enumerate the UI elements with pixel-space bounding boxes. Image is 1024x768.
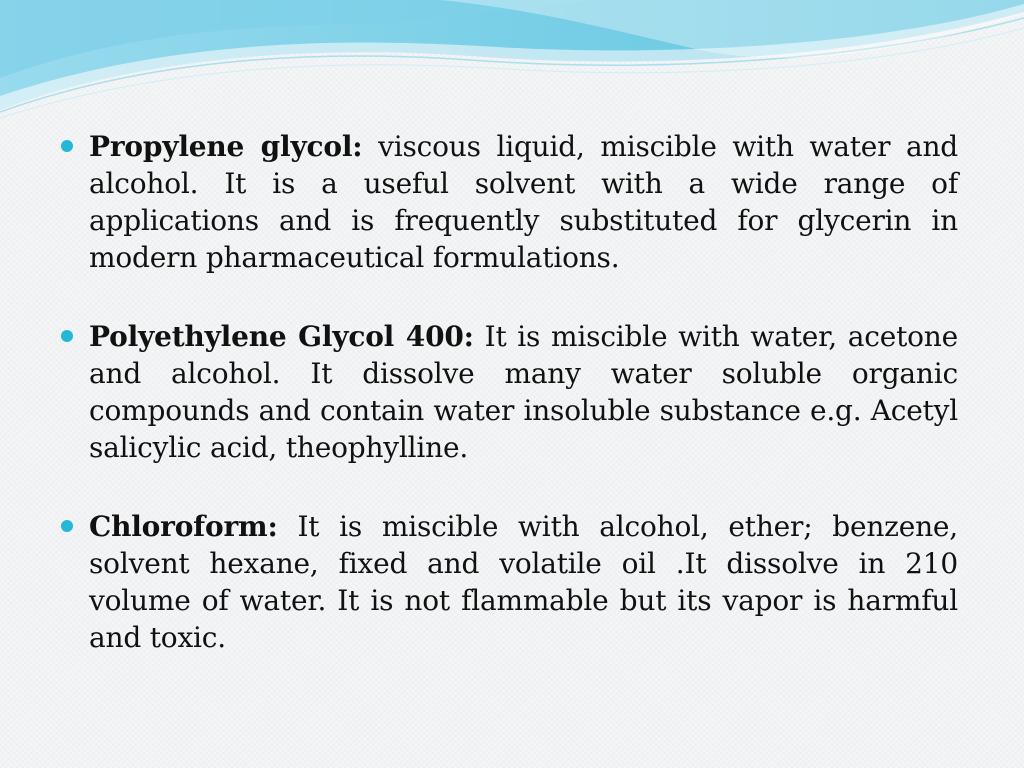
list-item-chloroform xyxy=(60,508,958,656)
bullet-body: It is miscible with alcohol, ether; benzene, solvent hexane, fixed and volatile oil .It dissolve in 210 volume of water. It is not flammable but its vapor is harmful and toxic. xyxy=(89,510,958,654)
bullet-text xyxy=(89,318,958,466)
bullet-list xyxy=(60,128,958,698)
bullet-term: Propylene glycol: xyxy=(89,130,363,163)
bullet-text xyxy=(89,508,958,656)
bullet-icon xyxy=(61,140,73,152)
bullet-body: viscous liquid, miscible with water and alcohol. It is a useful solvent with a wide range of applications and is frequently substituted for glycerin in modern pharmaceutical formulations. xyxy=(89,130,959,274)
bullet-icon xyxy=(61,520,73,532)
list-item-propylene-glycol xyxy=(60,128,958,276)
bullet-text xyxy=(89,128,958,276)
bullet-term: Polyethylene Glycol 400: xyxy=(89,320,474,353)
list-item-polyethylene-glycol xyxy=(60,318,958,466)
header-wave-decoration xyxy=(0,0,1024,125)
bullet-term: Chloroform: xyxy=(89,510,278,543)
bullet-icon xyxy=(61,330,73,342)
bullet-body: It is miscible with water, acetone and alcohol. It dissolve many water soluble organic compounds and contain water insoluble substance e.g. Acetyl salicylic acid, theophylline. xyxy=(89,320,958,464)
